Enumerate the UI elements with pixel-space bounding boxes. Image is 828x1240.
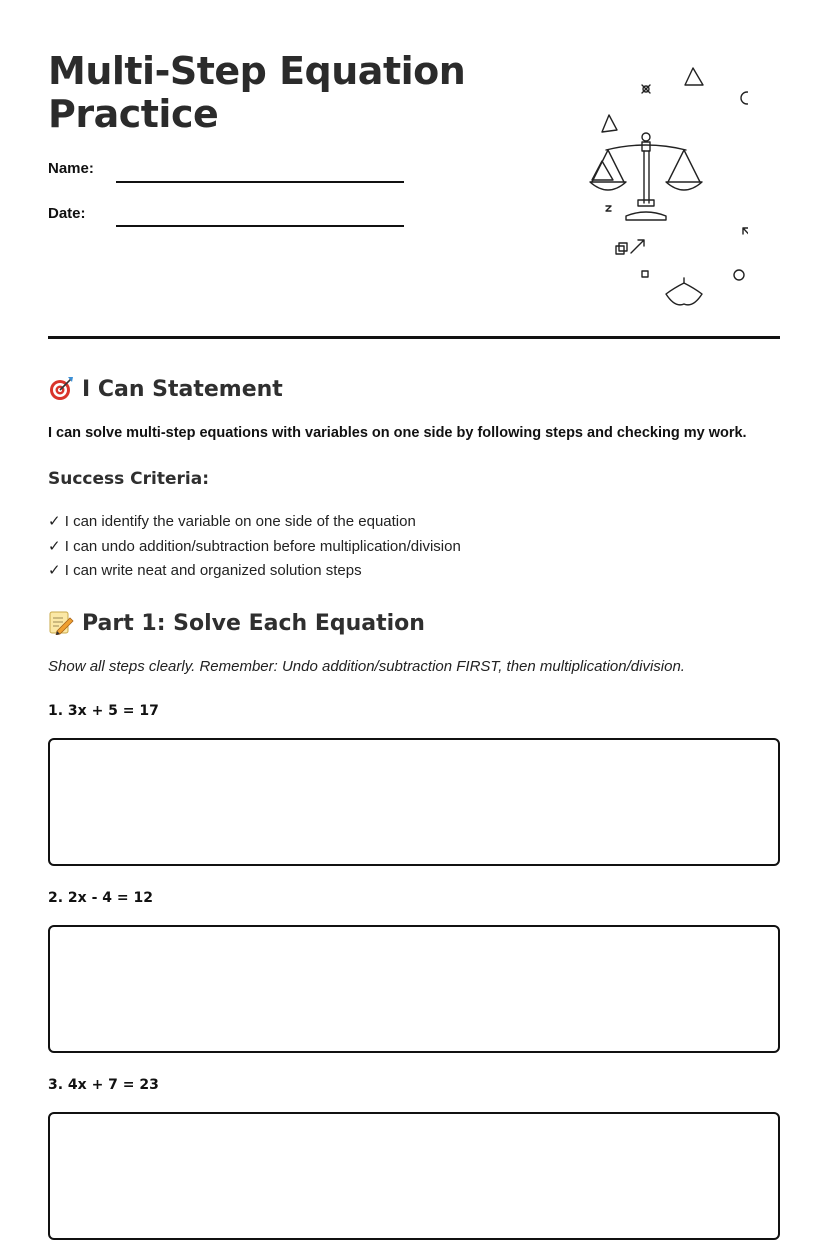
worksheet-header [48,0,780,340]
header-divider [48,336,780,339]
name-label: Name: [48,160,94,177]
i-can-statement: I can solve multi-step equations with variables on one side by following steps and checking my work. [48,425,747,441]
criteria-item: ✓ I can write neat and organized solution steps [48,562,362,579]
balance-scale-icon [538,58,748,308]
problem-3-answer-box[interactable] [48,1112,780,1240]
problem-2-label: 2. 2x - 4 = 12 [48,890,153,906]
problem-2-answer-box[interactable] [48,925,780,1053]
name-write-line [116,181,404,183]
part1-heading-text: Part 1: Solve Each Equation [82,611,425,636]
i-can-heading [48,375,283,402]
part1-instructions: Show all steps clearly. Remember: Undo addition/subtraction FIRST, then multiplication/division. [48,658,685,675]
i-can-heading-text: I Can Statement [82,377,283,402]
part1-heading [48,609,425,636]
success-criteria-list [48,512,461,586]
date-write-line [116,225,404,227]
problem-3-label: 3. 4x + 7 = 23 [48,1077,159,1093]
page-title: Multi-Step Equation Practice [48,49,466,136]
memo-pencil-icon [48,609,74,635]
criteria-item: ✓ I can undo addition/subtraction before multiplication/division [48,537,461,555]
worksheet-page [48,0,780,1093]
problem-1-answer-box[interactable] [48,738,780,866]
target-icon [48,375,74,401]
criteria-item: ✓ I can identify the variable on one side of the equation [48,513,416,530]
name-field [48,160,94,177]
date-label: Date: [48,205,86,222]
success-criteria-heading: Success Criteria: [48,469,210,489]
date-field [48,205,86,222]
problem-1-label: 1. 3x + 5 = 17 [48,703,159,719]
